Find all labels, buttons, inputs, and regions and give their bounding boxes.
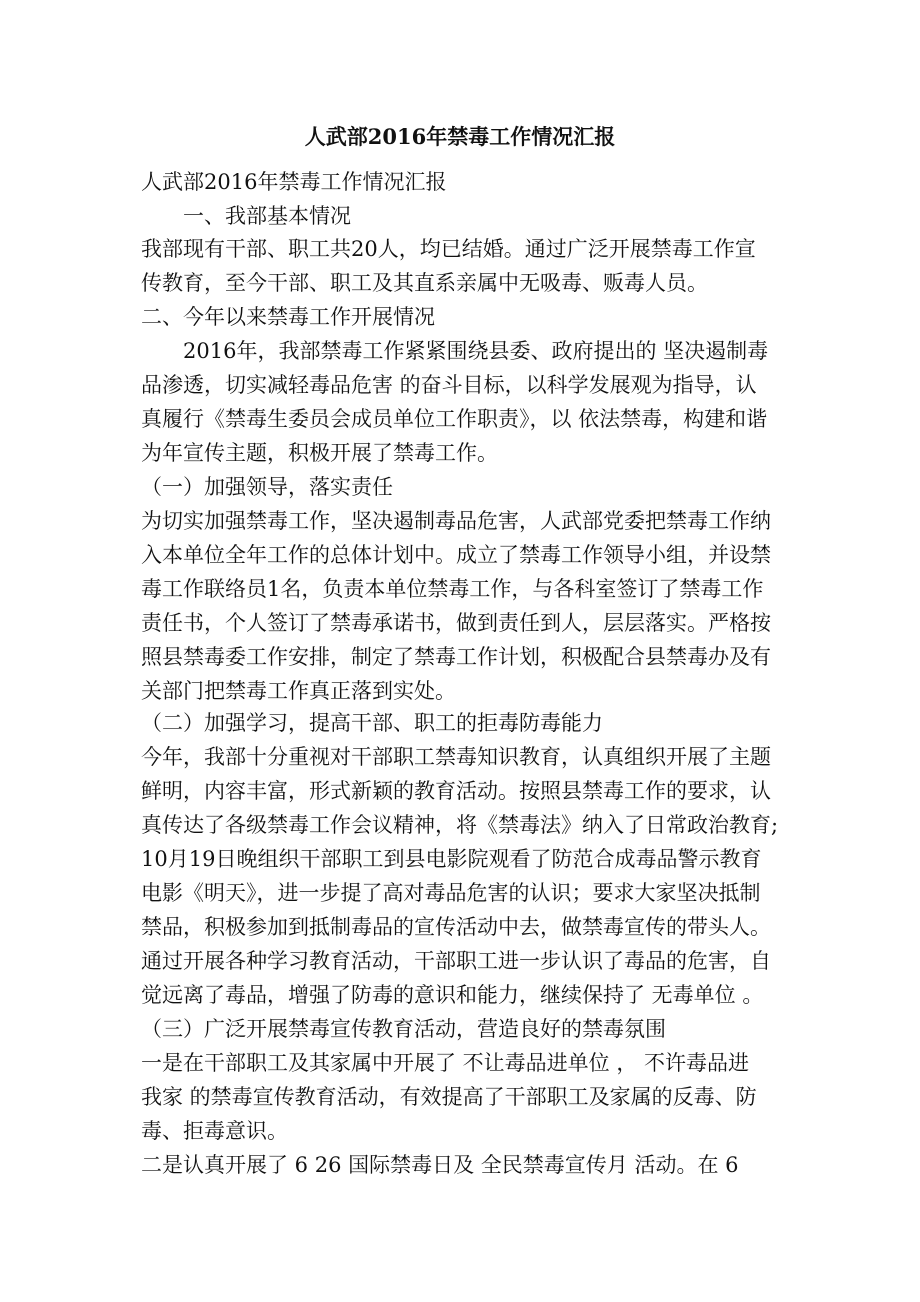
text-line: 毒工作联络员1名，负责本单位禁毒工作，与各科室签订了禁毒工作 [141,577,764,601]
text-line: 品渗透，切实减轻毒品危害 的奋斗目标，以科学发展观为指导，认 [141,373,757,397]
subtitle-line: 人武部2016年禁毒工作情况汇报 [141,170,447,194]
text-line: 照县禁毒委工作安排，制定了禁毒工作计划，积极配合县禁毒办及有 [141,645,771,669]
text-line: 入本单位全年工作的总体计划中。成立了禁毒工作领导小组，并设禁 [141,543,771,567]
subsection-heading: （二）加强学习，提高干部、职工的拒毒防毒能力 [141,711,603,735]
document-title: 人武部2016年禁毒工作情况汇报 [304,124,616,149]
text-line: 今年，我部十分重视对干部职工禁毒知识教育，认真组织开展了主题 [141,745,771,769]
text-line: 通过开展各种学习教育活动，干部职工进一步认识了毒品的危害，自 [141,949,771,973]
section-heading: 二、今年以来禁毒工作开展情况 [141,305,435,329]
text-line: 责任书，个人签订了禁毒承诺书，做到责任到人，层层落实。严格按 [141,611,771,635]
text-line: 传教育，至今干部、职工及其直系亲属中无吸毒、贩毒人员。 [141,271,708,295]
text-line: 我家 的禁毒宣传教育活动，有效提高了干部职工及家属的反毒、防 [141,1085,757,1109]
text-line: 为切实加强禁毒工作，坚决遏制毒品危害，人武部党委把禁毒工作纳 [141,509,771,533]
text-line: 真履行《禁毒生委员会成员单位工作职责》，以 依法禁毒，构建和谐 [141,407,768,431]
text-line: 10月19日晚组织干部职工到县电影院观看了防范合成毒品警示教育 [141,847,762,871]
subsection-heading: （一）加强领导，落实责任 [141,475,393,499]
text-line: 真传达了各级禁毒工作会议精神，将《禁毒法》纳入了日常政治教育; [141,813,779,837]
text-line: 2016年，我部禁毒工作紧紧围绕县委、政府提出的 坚决遏制毒 [183,339,769,363]
text-line: 毒、拒毒意识。 [141,1119,288,1143]
text-line: 我部现有干部、职工共20人，均已结婚。通过广泛开展禁毒工作宣 [141,237,756,261]
text-line: 禁品，积极参加到抵制毒品的宣传活动中去，做禁毒宣传的带头人。 [141,915,771,939]
subsection-heading: （三）广泛开展禁毒宣传教育活动，营造良好的禁毒氛围 [141,1017,666,1041]
text-line: 一是在干部职工及其家属中开展了 不让毒品进单位 ， 不许毒品进 [141,1051,750,1075]
text-line: 鲜明，内容丰富，形式新颖的教育活动。按照县禁毒工作的要求，认 [141,779,771,803]
text-line: 关部门把禁毒工作真正落到实处。 [141,679,456,703]
text-line: 为年宣传主题，积极开展了禁毒工作。 [141,441,498,465]
section-heading: 一、我部基本情况 [183,204,351,228]
text-line: 二是认真开展了 6 26 国际禁毒日及 全民禁毒宣传月 活动。在 6 [141,1153,739,1177]
text-line: 电影《明天》，进一步提了高对毒品危害的认识；要求大家坚决抵制 [141,881,761,905]
text-line: 觉远离了毒品，增强了防毒的意识和能力，继续保持了 无毒单位 。 [141,983,764,1007]
